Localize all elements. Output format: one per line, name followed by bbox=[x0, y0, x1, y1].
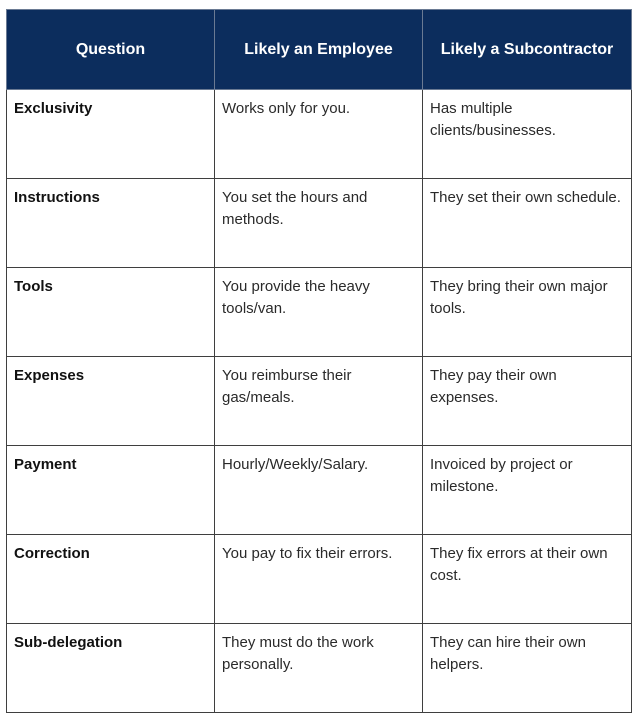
table-row bbox=[7, 535, 632, 624]
table-header-row bbox=[7, 10, 632, 90]
employee-cell: You reimburse their gas/meals. bbox=[215, 357, 423, 446]
question-cell: Exclusivity bbox=[7, 90, 215, 179]
question-cell: Tools bbox=[7, 268, 215, 357]
header-subcontractor: Likely a Subcontractor bbox=[423, 10, 632, 90]
header-question: Question bbox=[7, 10, 215, 90]
table-row bbox=[7, 179, 632, 268]
question-cell: Payment bbox=[7, 446, 215, 535]
subcontractor-cell: They fix errors at their own cost. bbox=[423, 535, 632, 624]
subcontractor-cell: They pay their own expenses. bbox=[423, 357, 632, 446]
subcontractor-cell: They can hire their own helpers. bbox=[423, 624, 632, 713]
employee-cell: Works only for you. bbox=[215, 90, 423, 179]
table-row bbox=[7, 357, 632, 446]
question-cell: Expenses bbox=[7, 357, 215, 446]
employee-cell: You provide the heavy tools/van. bbox=[215, 268, 423, 357]
subcontractor-cell: Has multiple clients/businesses. bbox=[423, 90, 632, 179]
table-row bbox=[7, 624, 632, 713]
question-cell: Instructions bbox=[7, 179, 215, 268]
comparison-table bbox=[6, 9, 632, 713]
question-cell: Sub-delegation bbox=[7, 624, 215, 713]
employee-cell: You pay to fix their errors. bbox=[215, 535, 423, 624]
subcontractor-cell: They set their own schedule. bbox=[423, 179, 632, 268]
question-cell: Correction bbox=[7, 535, 215, 624]
employee-cell: Hourly/Weekly/Salary. bbox=[215, 446, 423, 535]
subcontractor-cell: They bring their own major tools. bbox=[423, 268, 632, 357]
table-row bbox=[7, 268, 632, 357]
employee-cell: They must do the work personally. bbox=[215, 624, 423, 713]
header-employee: Likely an Employee bbox=[215, 10, 423, 90]
table-row bbox=[7, 446, 632, 535]
table-row bbox=[7, 90, 632, 179]
employee-cell: You set the hours and methods. bbox=[215, 179, 423, 268]
subcontractor-cell: Invoiced by project or milestone. bbox=[423, 446, 632, 535]
